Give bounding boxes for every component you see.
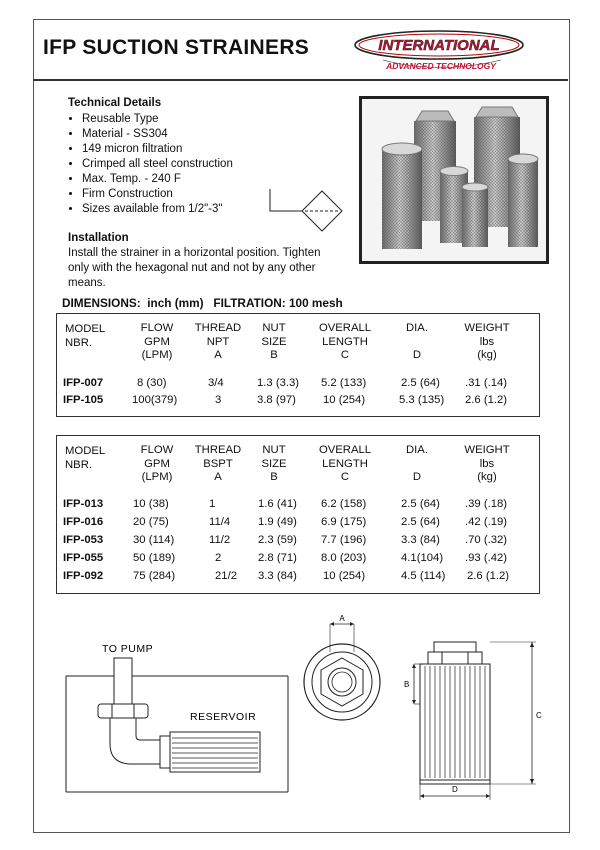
- product-photo: [359, 96, 549, 264]
- col-header-weight: WEIGHT lbs (kg): [464, 322, 510, 361]
- table-row: IFP-013 10 (38) 1 1.6 (41) 6.2 (158) 2.5 (64) .39 (.18): [63, 498, 508, 510]
- dimension-table-npt: [56, 313, 540, 417]
- dimensions-caption: DIMENSIONS: inch (mm) FILTRATION: 100 mesh: [62, 296, 343, 310]
- tech-item: • Sizes available from 1/2"-3": [82, 202, 233, 217]
- table-row: IFP-016 20 (75) 11/4 1.9 (49) 6.9 (175) 2.5 (64) .42 (.19): [63, 516, 508, 528]
- logo-top-text: INTERNATIONAL: [378, 37, 500, 54]
- tech-item: • Crimped all steel construction: [82, 157, 233, 172]
- col-header-length: OVERALL LENGTH C: [318, 444, 372, 483]
- dimension-table-bspt: [56, 435, 540, 594]
- to-pump-label: TO PUMP: [102, 643, 154, 655]
- col-header-dia: DIA. D: [406, 322, 428, 361]
- strainer-top-view: [298, 612, 388, 736]
- col-header-nut: NUT SIZE B: [261, 444, 287, 483]
- col-header-weight: WEIGHT lbs (kg): [464, 444, 510, 483]
- tech-item: • 149 micron filtration: [82, 142, 233, 157]
- installation-diagram: [60, 632, 292, 798]
- col-header-dia: DIA. D: [406, 444, 428, 483]
- company-logo: [351, 27, 527, 75]
- installation-heading: Installation: [68, 232, 129, 244]
- technical-details: [68, 96, 233, 217]
- dim-c-label: C: [536, 711, 542, 720]
- col-header-model: MODEL NBR.: [65, 323, 106, 349]
- col-header-model: MODEL NBR.: [65, 445, 106, 471]
- tech-item: • Reusable Type: [82, 112, 233, 127]
- logo-bottom-text: ADVANCED TECHNOLOGY: [386, 61, 496, 71]
- tech-item: • Firm Construction: [82, 187, 233, 202]
- table-row: IFP-007 8 (30) 3/4 1.3 (3.3) 5.2 (133) 2.5 (64) .31 (.14): [63, 377, 508, 389]
- header: [33, 19, 568, 81]
- table-row: IFP-092 75 (284) 21/2 3.3 (84) 10 (254) 4.5 (114) 2.6 (1.2): [63, 570, 510, 582]
- col-header-thread: THREAD BSPT A: [194, 444, 242, 483]
- table-row: IFP-105 100(379) 3 3.8 (97) 10 (254) 5.3 (135) 2.6 (1.2): [63, 394, 508, 406]
- table-row: IFP-055 50 (189) 2 2.8 (71) 8.0 (203) 4.1(104) .93 (.42): [63, 552, 508, 564]
- dim-a-label: A: [339, 614, 345, 623]
- col-header-thread: THREAD NPT A: [194, 322, 242, 361]
- strainer-side-view: [394, 634, 554, 806]
- page-title: IFP SUCTION STRAINERS: [43, 36, 310, 59]
- table-row: IFP-053 30 (114) 11/2 2.3 (59) 7.7 (196) 3.3 (84) .70 (.32): [63, 534, 508, 546]
- dim-b-label: B: [404, 680, 410, 689]
- col-header-nut: NUT SIZE B: [261, 322, 287, 361]
- col-header-flow: FLOW GPM (LPM): [140, 444, 174, 483]
- installation-text: Install the strainer in a horizontal position. Tighten only with the hexagonal nut and not by any other means.: [68, 247, 321, 289]
- tech-item: • Max. Temp. - 240 F: [82, 172, 233, 187]
- col-header-flow: FLOW GPM (LPM): [140, 322, 174, 361]
- installation: [68, 231, 338, 291]
- dim-d-label: D: [452, 785, 458, 794]
- tech-item: • Material - SS304: [82, 127, 233, 142]
- technical-heading: Technical Details: [68, 97, 162, 109]
- reservoir-label: RESERVOIR: [190, 711, 257, 723]
- col-header-length: OVERALL LENGTH C: [318, 322, 372, 361]
